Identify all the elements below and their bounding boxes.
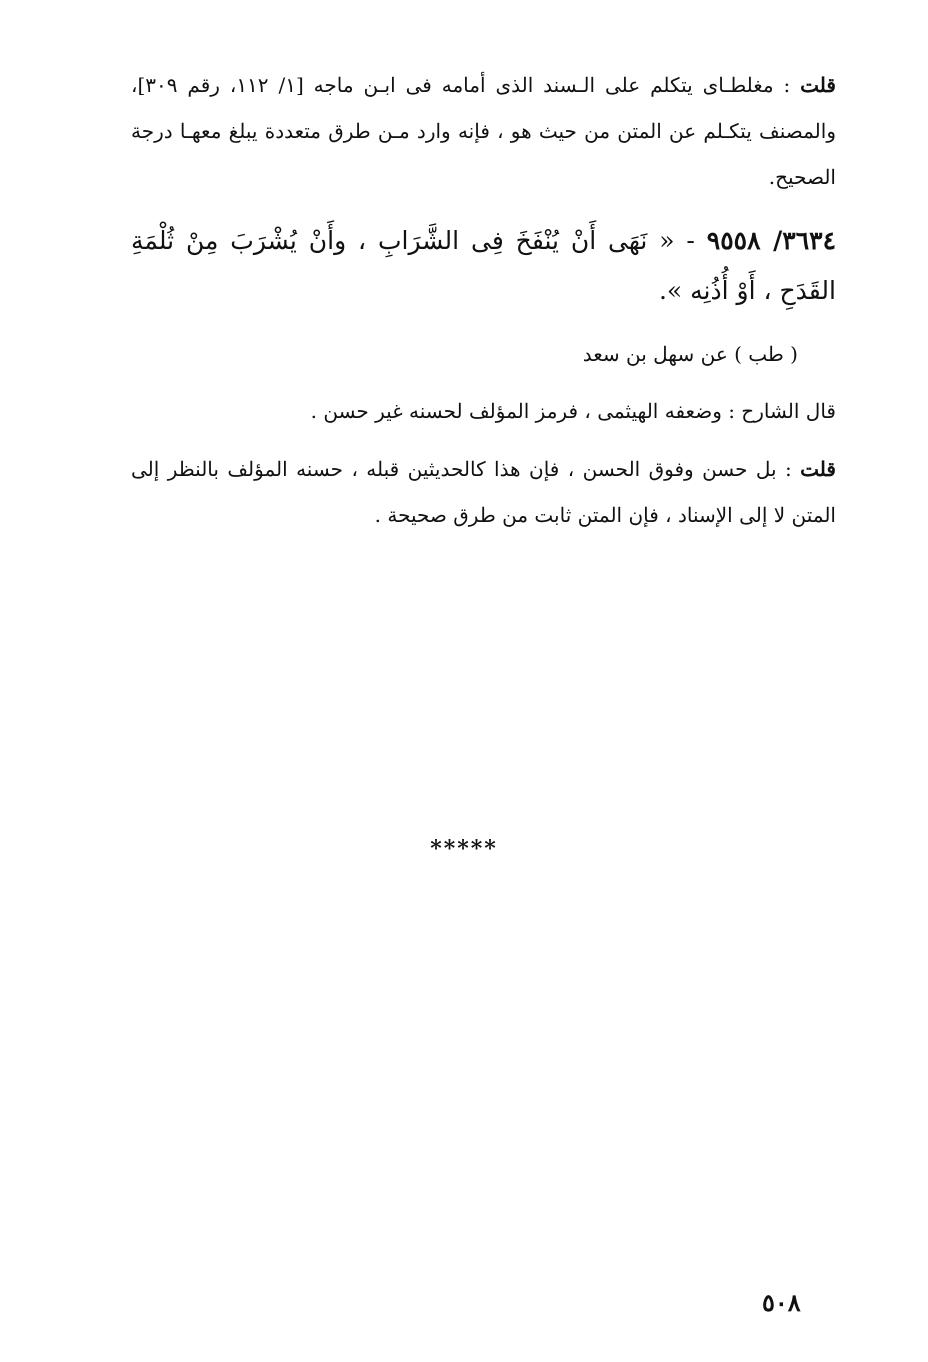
commentary-paragraph-3 xyxy=(131,446,836,538)
commentary-paragraph-1 xyxy=(131,62,836,200)
paragraph-text: قال الشارح : وضعفه الهيثمى ، فرمز المؤلف لحسنه غير حسن . xyxy=(310,399,836,423)
hadith-number: ٣٦٣٤/ ٩٥٥٨ xyxy=(706,226,836,255)
paragraph-label: قلت xyxy=(800,73,836,97)
paragraph-text: : مغلطـاى يتكلم على الـسند الذى أمامه فى ابـن ماجه [١/ ١١٢، رقم ٣٠٩]، والمصنف يتكـلم عن المتن من حيث هو ، فإنه وارد مـن طرق متعددة يبلغ معهـا درجة الصحيح. xyxy=(131,73,836,189)
commentary-paragraph-2 xyxy=(131,388,836,434)
section-separator: ***** xyxy=(430,836,498,862)
paragraph-text: : بل حسن وفوق الحسن ، فإن هذا كالحديثين قبله ، حسنه المؤلف بالنظر إلى المتن لا إلى الإسناد ، فإن المتن ثابت من طرق صحيحة . xyxy=(131,457,836,527)
hadith-source: ( طب ) عن سهل بن سعد xyxy=(582,342,798,366)
hadith-entry xyxy=(131,216,836,316)
hadith-text: - « نَهَى أَنْ يُنْفَخَ فِى الشَّرَابِ ، وأَنْ يُشْرَبَ مِنْ ثُلْمَةِ القَدَحِ ، أَوْ أُذُنِه ». xyxy=(131,226,836,305)
paragraph-label: قلت xyxy=(800,457,836,481)
page-number: ٥٠٨ xyxy=(762,1288,801,1317)
